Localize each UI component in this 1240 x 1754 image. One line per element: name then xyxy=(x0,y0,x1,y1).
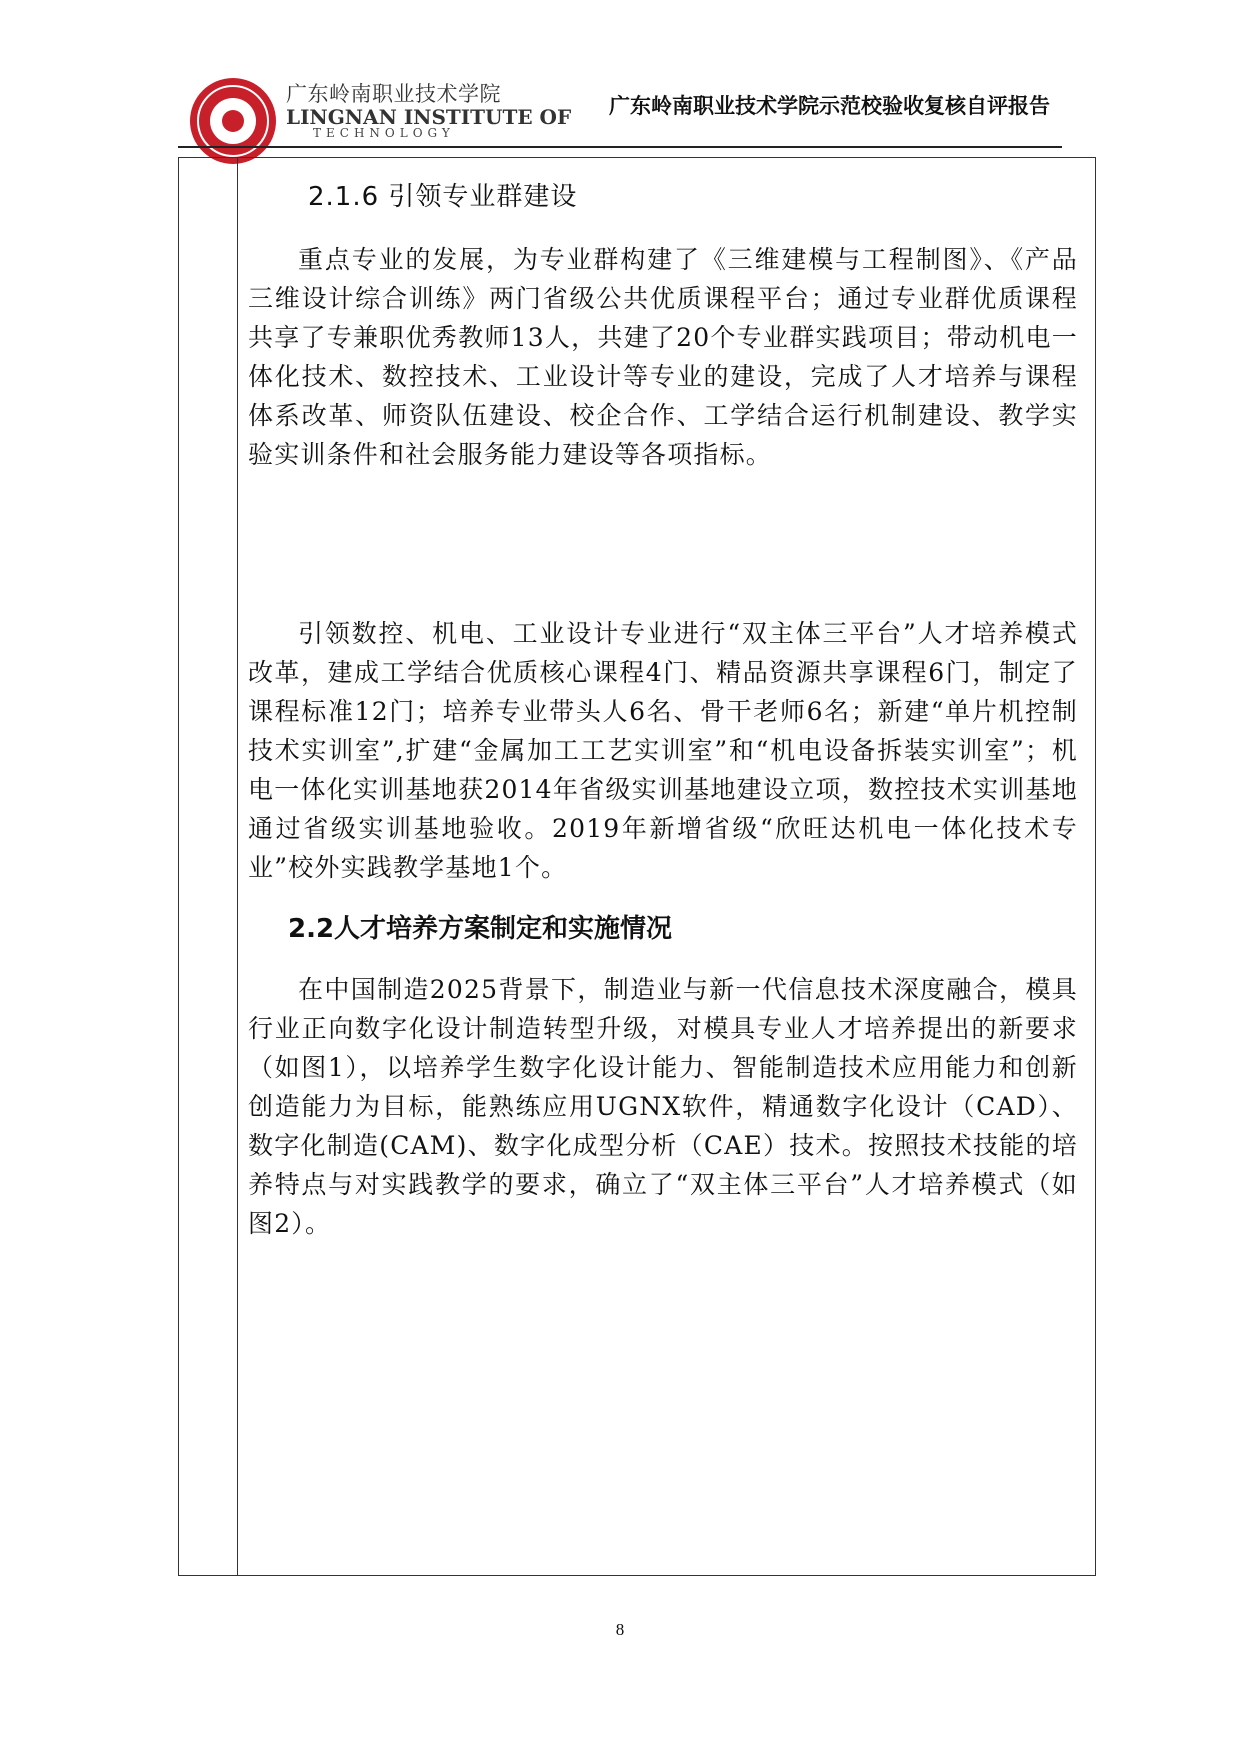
paragraph: 引领数控、机电、工业设计专业进行“双主体三平台”人才培养模式改革，建成工学结合优质核心课程4门、精品资源共享课程6门，制定了课程标准12门；培养专业带头人6名、骨干老师6名；新建“单片机控制技术实训室”,扩建“金属加工工艺实训室”和“机电设备拆装实训室”；机电一体化实训基地获2014年省级实训基地建设立项，数控技术实训基地通过省级实训基地验收。2019年新增省级“欣旺达机电一体化技术专业”校外实践教学基地1个。 xyxy=(248,619,1078,882)
paragraph: 重点专业的发展，为专业群构建了《三维建模与工程制图》、《产品三维设计综合训练》两门省级公共优质课程平台；通过专业群优质课程共享了专兼职优秀教师13人，共建了20个专业群实践项目；带动机电一体化技术、数控技术、工业设计等专业的建设，完成了人才培养与课程体系改革、师资队伍建设、校企合作、工学结合运行机制建设、教学实验实训条件和社会服务能力建设等各项指标。 xyxy=(248,245,1078,469)
logo-chinese-name: 广东岭南职业技术学院 xyxy=(286,82,501,106)
page-number: 8 xyxy=(615,1620,625,1639)
section-heading-2-2: 2.2人才培养方案制定和实施情况 xyxy=(288,914,673,944)
report-title: 广东岭南职业技术学院示范校验收复核自评报告 xyxy=(609,94,1050,118)
table-column-divider xyxy=(237,158,238,1575)
header-rule xyxy=(178,146,1062,148)
seal-emblem xyxy=(210,98,256,144)
paragraph: 在中国制造2025背景下，制造业与新一代信息技术深度融合，模具行业正向数字化设计制造转型升级，对模具专业人才培养提出的新要求（如图1），以培养学生数字化设计能力、智能制造技术应用能力和创新创造能力为目标，能熟练应用UGNX软件，精通数字化设计（CAD）、数字化制造(CAM)、数字化成型分析（CAE）技术。按照技术技能的培养特点与对实践教学的要求，确立了“双主体三平台”人才培养模式（如图2）。 xyxy=(248,975,1078,1238)
section-heading-2-1-6: 2.1.6 引领专业群建设 xyxy=(308,182,578,212)
logo-english-subtitle: TECHNOLOGY xyxy=(313,126,455,140)
page-header xyxy=(178,68,1062,144)
logo-english-name: LINGNAN INSTITUTE OF xyxy=(286,105,572,129)
school-seal-logo xyxy=(190,78,276,164)
